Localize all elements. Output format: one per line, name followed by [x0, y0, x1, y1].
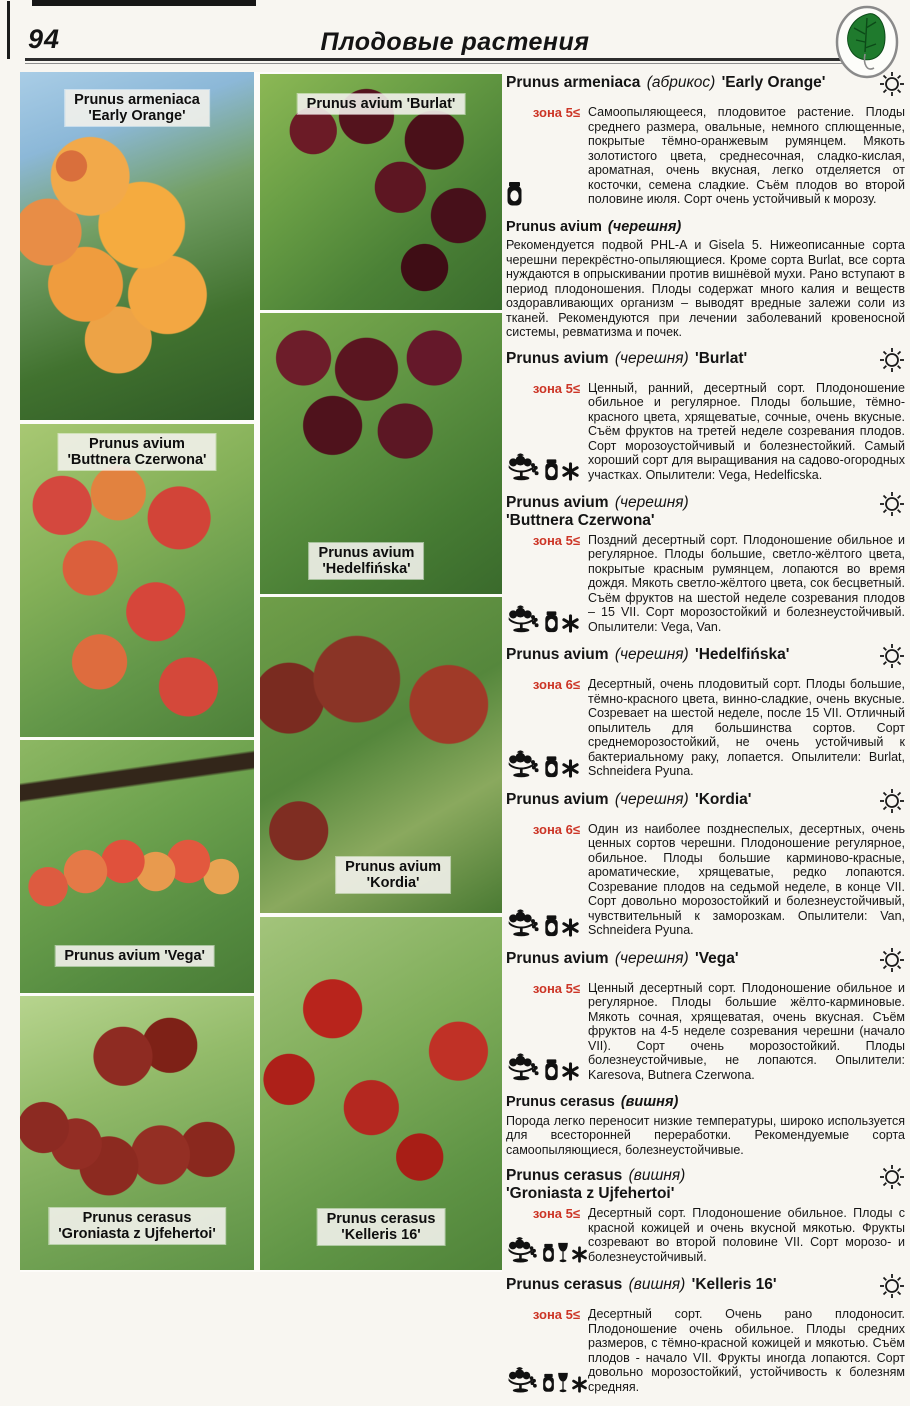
photo-tile-vega: [20, 740, 254, 993]
cultivar-name: 'Kordia': [695, 790, 752, 808]
zone-badge: зона 5≤: [532, 980, 580, 996]
cultivar-name: 'Early Orange': [721, 74, 826, 91]
photo-tile-kelleris-16: [260, 917, 502, 1270]
cultivar-name: 'Kelleris 16': [691, 1276, 777, 1294]
common-name: (черешня): [614, 790, 689, 808]
wine-glass-icon: [557, 1372, 569, 1393]
entry-body: Рекомендуется подвой PHL-A и Gisela 5. Нижеописанные сорта черешни перекрёстно-опыляющиеся. Кроме сорта Burlat, все сорта нуждаются в опрыскивании против вишнёвой мухи. Рано вступают в период плодоношения. Плоды содержат много калия и веществ оздоравливающих организм – выводят вредные залежи соли из тканей. Рекомендуются при лечении заболеваний кровеносной системы, ревматизма и почек.: [506, 238, 905, 340]
wine-glass-icon: [557, 1242, 569, 1263]
zone-badge: зона 5≤: [532, 1307, 580, 1323]
photo-tile-hedelfinska: [260, 313, 502, 594]
photo-tile-buttnera-czerwona: [20, 424, 254, 737]
fruit-bowl-icon: [506, 1235, 540, 1263]
photo-tile-groniasta: [20, 996, 254, 1270]
usage-icons: [506, 182, 588, 207]
snowflake-icon: [561, 614, 580, 633]
entry-heading: [506, 74, 905, 102]
entry-body: Десертный, очень плодовитый сорт. Плоды большие, тёмно-красного цвета, винно-сладкие, очень вкусные. Созревает на шестой неделе, после 15 VII. Отличный опылитель для большинства сортов. Сорт среднеморозостойкий, не очень устойчивый к бактериальному раку, лопается. Опылители: Burlat, Schneidera Pyuna.: [588, 677, 905, 779]
latin-name: Prunus avium: [506, 646, 609, 664]
publisher-leaf-logo: [834, 4, 900, 80]
entry-avium-intro: [506, 219, 905, 340]
entry-body: Один из наиболее позднеспелых, десертных, очень ценных сортов черешни. Плодоношение регулярное, обильное. Плоды большие карминово-красные, ароматические, хрящеватые, редко лопаются. Созревание плодов на седьмой неделе, в конце VII. Сорт довольно морозостойкий и болезнеустойчивый, чувствительный к заморозкам. Опылители: Van, Schneidera Pyuna.: [588, 821, 905, 938]
entry-body: Ценный десертный сорт. Плодоношение обильное и регулярное. Плоды большие жёлто-карминовые. Мякоть сочная, хрящеватая, очень вкусная. Съём фруктов на 4-5 неделе созревания черешни (начало VII). Сорт очень морозостойкий. Плоды болезнеустойчивые, не лопаются. Опылители: Karesova, Butnera Czerwona.: [588, 980, 905, 1082]
sun-icon: [879, 347, 905, 378]
snowflake-icon: [571, 1376, 588, 1393]
sun-icon: [879, 71, 905, 102]
zone-badge: зона 6≤: [532, 677, 580, 693]
photo-label: Prunus avium 'Hedelfińska': [310, 543, 424, 579]
zone-badge: зона 5≤: [532, 532, 580, 548]
latin-name: Prunus avium: [506, 790, 609, 808]
latin-name: Prunus cerasus: [506, 1094, 615, 1111]
jar-icon: [544, 459, 559, 481]
entry-buttnera-czerwona: [506, 494, 905, 634]
snowflake-icon: [561, 918, 580, 937]
fruit-bowl-icon: [506, 1051, 542, 1081]
photo-label: Prunus avium 'Kordia': [336, 857, 450, 893]
fruit-bowl-icon: [506, 907, 542, 937]
entry-heading: [506, 1276, 905, 1304]
photo-label: Prunus cerasus 'Kelleris 16': [318, 1209, 445, 1245]
fruit-bowl-icon: [506, 451, 542, 481]
latin-name: Prunus cerasus: [506, 1276, 623, 1294]
jar-icon: [544, 1059, 559, 1081]
zone-badge: зона 5≤: [532, 380, 580, 396]
photo-label: Prunus armeniaca 'Early Orange': [65, 90, 209, 126]
snowflake-icon: [571, 1246, 588, 1263]
usage-icons: [506, 1365, 588, 1394]
text-column: [506, 74, 905, 1406]
usage-icons: [506, 451, 588, 482]
entry-kordia: [506, 791, 905, 938]
header-rule-thin: [25, 63, 881, 64]
entry-heading: [506, 1167, 905, 1203]
snowflake-icon: [561, 1062, 580, 1081]
common-name: (черешня): [614, 349, 689, 367]
entry-cerasus-intro: [506, 1094, 905, 1157]
sun-icon: [879, 643, 905, 674]
jar-icon: [542, 1243, 555, 1263]
cultivar-name: 'Burlat': [695, 349, 748, 367]
latin-name: Prunus avium: [506, 494, 609, 512]
usage-icons: [506, 1235, 588, 1264]
entry-heading: [506, 350, 905, 378]
entry-heading: [506, 494, 905, 530]
zone-badge: зона 5≤: [532, 105, 580, 120]
header-rule-thick: [25, 58, 881, 61]
cultivar-name: 'Hedelfińska': [695, 646, 790, 664]
sun-icon: [879, 1273, 905, 1304]
usage-icons: [506, 907, 588, 938]
cultivar-name: 'Buttnera Czerwona': [506, 511, 655, 529]
entry-early-orange: [506, 74, 905, 207]
photo-label: Prunus avium 'Vega': [55, 946, 214, 966]
sun-icon: [879, 1164, 905, 1195]
photo-tile-kordia: [260, 597, 502, 913]
entry-vega: [506, 950, 905, 1083]
photo-tile-burlat: [260, 74, 502, 310]
snowflake-icon: [561, 462, 580, 481]
jar-icon: [544, 611, 559, 633]
entry-body: Порода легко переносит низкие температуры, широко используется для всесторонней переработки. Рекомендуемые сорта самоопыляющиеся, болезнеустойчивые.: [506, 1113, 905, 1157]
common-name: (вишня): [628, 1276, 686, 1294]
photo-grid: [20, 72, 502, 1272]
entry-body: Десертный сорт. Очень рано плодоносит. Плодоношение очень обильное. Плоды средних размеров, с тёмно-красной кожицей и мякотью. Съём плодов - начало VII. Фрукты иногда лопаются. Сорт довольно морозостойкий, устойчивость к болезням средняя.: [588, 1307, 905, 1394]
fruit-bowl-icon: [506, 603, 542, 633]
entry-heading: [506, 219, 905, 236]
sun-icon: [879, 788, 905, 819]
page-number: 94: [28, 24, 61, 54]
entry-heading: [506, 646, 905, 674]
entry-hedelfinska: [506, 646, 905, 779]
common-name: (вишня): [628, 1167, 686, 1185]
entry-body: Ценный, ранний, десертный сорт. Плодоношение обильное и регулярное. Плоды большие, тёмно-красного цвета, хрящеватые, сочные, очень вкусные. Съём фруктов на третей неделе созревания плодов. Сорт морозоустойчивый и болезнестойкий. Самый хороший сорт для выращивания на садово-огородных участках. Опылители: Vega, Hedelficska.: [588, 380, 905, 482]
entry-kelleris-16: [506, 1276, 905, 1394]
cultivar-name: 'Vega': [695, 949, 739, 967]
latin-name: Prunus avium: [506, 949, 609, 967]
common-name: (абрикос): [646, 74, 716, 91]
latin-name: Prunus armeniaca: [506, 74, 641, 91]
common-name: (черешня): [614, 646, 689, 664]
scan-artifact-bar: [32, 0, 256, 6]
photo-label: Prunus avium 'Buttnera Czerwona': [58, 434, 215, 470]
entry-heading: [506, 791, 905, 819]
usage-icons: [506, 603, 588, 634]
entry-heading: [506, 950, 905, 978]
latin-name: Prunus avium: [506, 218, 602, 235]
common-name: (черешня): [614, 494, 689, 512]
sun-icon: [879, 491, 905, 522]
entry-body: Десертный сорт. Плодоношение обильное. Плоды с красной кожицей и очень вкусной мякотью. Фрукты созревают во второй половине VII. Сорт морозо- и болезнеустойчивый.: [588, 1206, 905, 1264]
cultivar-name: 'Groniasta z Ujfehertoi': [506, 1185, 675, 1203]
jar-icon: [542, 1373, 555, 1393]
photo-label: Prunus cerasus 'Groniasta z Ujfehertoi': [49, 1208, 225, 1244]
zone-badge: зона 6≤: [532, 821, 580, 837]
photo-label: Prunus avium 'Burlat': [298, 94, 465, 114]
entry-heading: [506, 1094, 905, 1111]
photo-tile-early-orange: [20, 72, 254, 420]
fruit-bowl-icon: [506, 748, 542, 778]
sun-icon: [879, 947, 905, 978]
latin-name: Prunus avium: [506, 349, 609, 367]
common-name: (черешня): [607, 218, 682, 235]
zone-badge: зона 5≤: [532, 1206, 580, 1222]
leaf-icon: [834, 4, 900, 80]
entry-groniasta: [506, 1167, 905, 1264]
usage-icons: [506, 1051, 588, 1082]
entry-burlat: [506, 350, 905, 483]
fruit-bowl-icon: [506, 1365, 540, 1393]
usage-icons: [506, 748, 588, 779]
snowflake-icon: [561, 759, 580, 778]
jar-icon: [506, 182, 523, 206]
common-name: (вишня): [620, 1094, 679, 1111]
latin-name: Prunus cerasus: [506, 1167, 623, 1185]
entry-body: Поздний десертный сорт. Плодоношение обильное и регулярное. Плоды большие, светло-жёлтого цвета, покрытые красным румянцем, лопаются во время дождя. Мякоть светло-жёлтого цвета, сок бесцветный. Съём фруктов на шестой неделе созревания плодов – 15 VII. Сорт морозостойкий и болезнеустойчивый. Опылители: Vega, Van.: [588, 532, 905, 634]
jar-icon: [544, 915, 559, 937]
jar-icon: [544, 756, 559, 778]
page-title: Плодовые растения: [320, 28, 590, 56]
entry-body: Самоопыляющееся, плодовитое растение. Плоды среднего размера, овальные, немного сплющенные, покрытые тёмно-оранжевым румянцем. Мякоть золотистого цвета, среднесочная, сладко-кислая, ароматная, очень вкусная, легко отделяется от косточки, семена сладкие. Съём плодов во второй половине июля. Сорт очень устойчивый к морозу.: [588, 105, 905, 206]
common-name: (черешня): [614, 949, 689, 967]
